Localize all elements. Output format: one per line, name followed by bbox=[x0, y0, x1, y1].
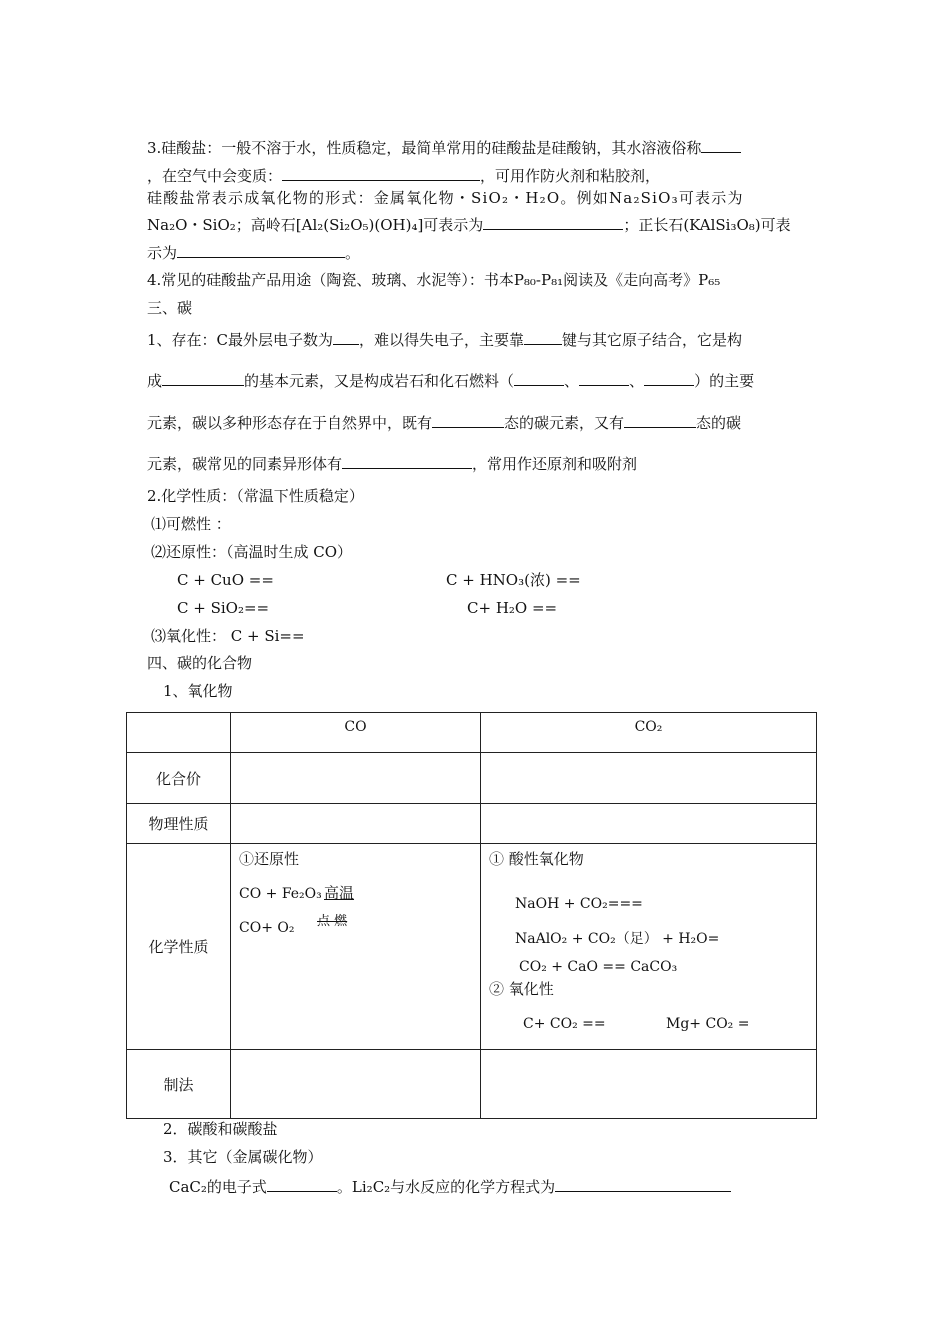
row-label-chemical: 化学性质 bbox=[127, 844, 231, 1050]
fill-blank[interactable] bbox=[624, 413, 696, 428]
fill-blank[interactable] bbox=[282, 166, 480, 181]
fill-blank[interactable] bbox=[267, 1177, 337, 1192]
fill-blank[interactable] bbox=[333, 330, 359, 345]
carbon-line-2: 成 的基本元素，又是构成岩石和化石燃料（ 、 、 ）的主要 bbox=[147, 372, 755, 390]
condition-high-temp: 高温 bbox=[324, 884, 355, 902]
co-reducibility-title: ①还原性 bbox=[239, 850, 300, 868]
silicate-line-1: 3.硅酸盐：一般不溶于水，性质稳定，最简单常用的硅酸盐是硅酸钠，其水溶液俗称 bbox=[147, 138, 741, 158]
row-label-preparation: 制法 bbox=[127, 1050, 231, 1119]
table-header-co: CO bbox=[231, 713, 481, 753]
equation-c-h2o: C+ H₂O == bbox=[467, 599, 558, 617]
carbide-question: CaC₂的电子式 。Li₂C₂与水反应的化学方程式为 bbox=[169, 1177, 731, 1197]
equation-c-cuo: C + CuO == bbox=[177, 571, 274, 589]
row-label-physical: 物理性质 bbox=[127, 804, 231, 844]
silicate-line-6: 4.常见的硅酸盐产品用途（陶瓷、玻璃、水泥等）：书本P₈₀-P₈₁阅读及《走向高考》P₆₅ bbox=[147, 271, 721, 289]
fill-blank[interactable] bbox=[162, 371, 244, 386]
co2-equation-mg: Mg+ CO₂ = bbox=[666, 1016, 750, 1032]
row-label-valence: 化合价 bbox=[127, 753, 231, 804]
reducibility: ⑵还原性：（高温时生成 CO） bbox=[151, 543, 353, 561]
silicate-line-3: 硅酸盐常表示成氧化物的形式：金属氧化物・SiO₂・H₂O。例如Na₂SiO₃可表示为 bbox=[147, 189, 744, 207]
combustibility: ⑴可燃性 ： bbox=[151, 515, 231, 533]
condition-ignition: 点 燃 bbox=[317, 914, 348, 929]
co2-equation-cao: CO₂ + CaO == CaCO₃ bbox=[519, 959, 678, 975]
co2-equation-c: C+ CO₂ == bbox=[523, 1016, 606, 1032]
carbon-line-1: 1、存在：C最外层电子数为 ，难以得失电子，主要靠 键与其它原子结合，它是构 bbox=[147, 331, 743, 349]
subheading-carbonates: 2．碳酸和碳酸盐 bbox=[163, 1120, 278, 1138]
silicate-line-4: Na₂O・SiO₂；高岭石[Al₂(Si₂O₅)(OH)₄]可表示为 ；正长石(KAlSi₃O₈)可表 bbox=[147, 216, 791, 234]
co2-equation-naalo2: NaAlO₂ + CO₂（足） + H₂O= bbox=[515, 931, 720, 947]
co2-acidic-oxide-title: ① 酸性氧化物 bbox=[489, 850, 584, 868]
cell-co2-chemical[interactable] bbox=[481, 844, 817, 1050]
carbon-line-4: 元素，碳常见的同素异形体有 ，常用作还原剂和吸附剂 bbox=[147, 455, 638, 473]
silicate-line-2: ，在空气中会变质： ，可用作防火剂和粘胶剂， bbox=[147, 167, 661, 185]
fill-blank[interactable] bbox=[342, 454, 472, 469]
subheading-carbides: 3．其它（金属碳化物） bbox=[163, 1148, 323, 1166]
silicate-line-5: 示为 。 bbox=[147, 244, 361, 262]
cell-co-preparation[interactable] bbox=[231, 1050, 481, 1119]
co2-oxidizability-title: ② 氧化性 bbox=[489, 980, 554, 998]
cell-co2-valence[interactable] bbox=[481, 753, 817, 804]
fill-blank[interactable] bbox=[514, 371, 564, 386]
cell-co-valence[interactable] bbox=[231, 753, 481, 804]
cell-co-physical[interactable] bbox=[231, 804, 481, 844]
co-equation-fe2o3: CO + Fe₂O₃ bbox=[239, 886, 322, 902]
table-corner-cell bbox=[127, 713, 231, 753]
fill-blank[interactable] bbox=[177, 243, 345, 258]
cell-co2-preparation[interactable] bbox=[481, 1050, 817, 1119]
oxidizability: ⑶氧化性： C + Si== bbox=[151, 627, 305, 645]
table-header-co2: CO₂ bbox=[481, 713, 817, 753]
equation-c-hno3: C + HNO₃(浓) == bbox=[446, 571, 581, 589]
co2-equation-naoh: NaOH + CO₂=== bbox=[515, 896, 643, 912]
fill-blank[interactable] bbox=[524, 330, 562, 345]
section-heading-carbon: 三、碳 bbox=[147, 299, 193, 317]
fill-blank[interactable] bbox=[579, 371, 629, 386]
fill-blank[interactable] bbox=[555, 1177, 731, 1192]
carbon-line-3: 元素，碳以多种形态存在于自然界中，既有 态的碳元素，又有 态的碳 bbox=[147, 414, 742, 432]
cell-co2-physical[interactable] bbox=[481, 804, 817, 844]
section-heading-compounds: 四、碳的化合物 bbox=[147, 654, 253, 672]
co-equation-o2: CO+ O₂ bbox=[239, 920, 295, 936]
equation-c-sio2: C + SiO₂== bbox=[177, 599, 270, 617]
subheading-oxides: 1、氧化物 bbox=[163, 682, 233, 700]
oxides-table bbox=[126, 712, 817, 1119]
cell-co-chemical[interactable] bbox=[231, 844, 481, 1050]
fill-blank[interactable] bbox=[644, 371, 694, 386]
chem-properties-title: 2.化学性质：（常温下性质稳定） bbox=[147, 487, 364, 505]
fill-blank[interactable] bbox=[432, 413, 504, 428]
fill-blank[interactable] bbox=[483, 215, 623, 230]
fill-blank[interactable] bbox=[701, 138, 741, 153]
